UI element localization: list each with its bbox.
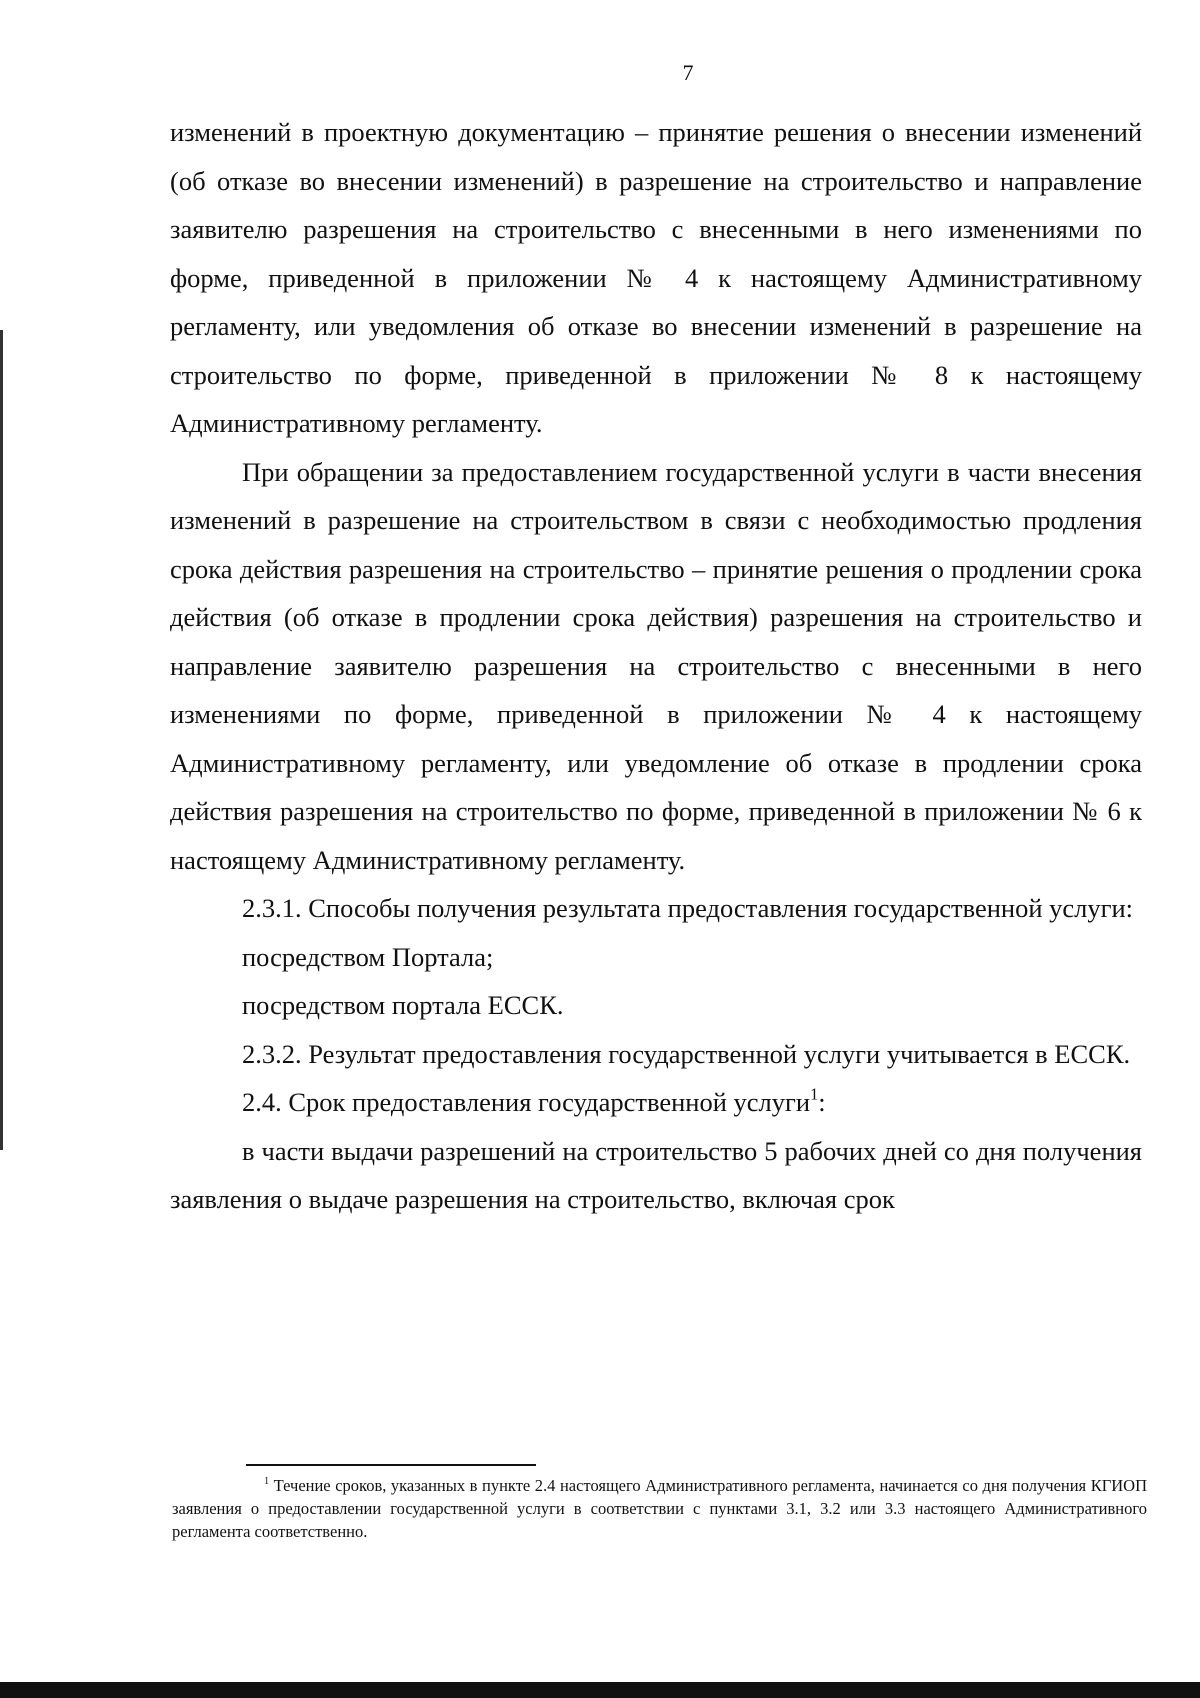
body-text [170,108,1142,1224]
paragraph-2-4 [170,1078,1142,1127]
paragraph-2-3-1: 2.3.1. Способы получения результата предоставления государственной услуги: [242,893,1134,923]
footnote [172,1474,1147,1543]
footnote-reference: 1 [810,1084,819,1104]
footnote-separator [246,1464,536,1466]
scan-left-edge [0,330,3,1150]
list-item-portal: посредством Портала; [242,941,494,972]
page-number: 7 [682,60,694,85]
scan-bottom-edge [0,1682,1200,1698]
paragraph-2-3-2: 2.3.2. Результат предоставления государственной услуги учитывается в ЕССК. [242,1038,1131,1069]
footnote-text: Течение сроков, указанных в пункте 2.4 настоящего Административного регламента, начинается со дня получения КГИОП заявления о предоставлении государственной услуги в соответствии с пунктами 3.1, 3.2 или 3.3 настоящего Административного регламента соответственно. [172,1476,1147,1541]
paragraph-2-4-colon: : [818,1087,826,1117]
paragraph-continuation: изменений в проектную документацию – принятие решения о внесении изменений (об отказе во внесении изменений) в разрешение на строительство и направление заявителю разрешения на строительство с внесенными в него изменениями по форме, приведенной в приложении № 4 к настоящему Административному регламенту, или уведомления об отказе во внесении изменений в разрешение на строительство по форме, приведенной в приложении № 8 к настоящему Административному регламенту. [170,117,1142,438]
footnote-paragraph [172,1474,1147,1543]
footnote-marker: 1 [264,1475,270,1487]
list-item-essk-portal: посредством портала ЕССК. [242,990,564,1020]
paragraph-extension: При обращении за предоставлением государственной услуги в части внесения изменений в разрешение на строительством в связи с необходимостью продления срока действия разрешения на строительство – принятие решения о продлении срока действия (об отказе в продлении срока действия) разрешения на строительство и направление заявителю разрешения на строительство с внесенными в него изменениями по форме, приведенной в приложении № 4 к настоящему Административному регламенту, или уведомление об отказе в продлении срока действия разрешения на строительство по форме, приведенной в приложении № 6 к настоящему Административному регламенту. [170,456,1142,875]
paragraph-term-permits: в части выдачи разрешений на строительство 5 рабочих дней со дня получения заявления о выдаче разрешения на строительство, включая срок [170,1135,1142,1214]
paragraph-2-4-text: 2.4. Срок предоставления государственной услуги [242,1087,811,1117]
